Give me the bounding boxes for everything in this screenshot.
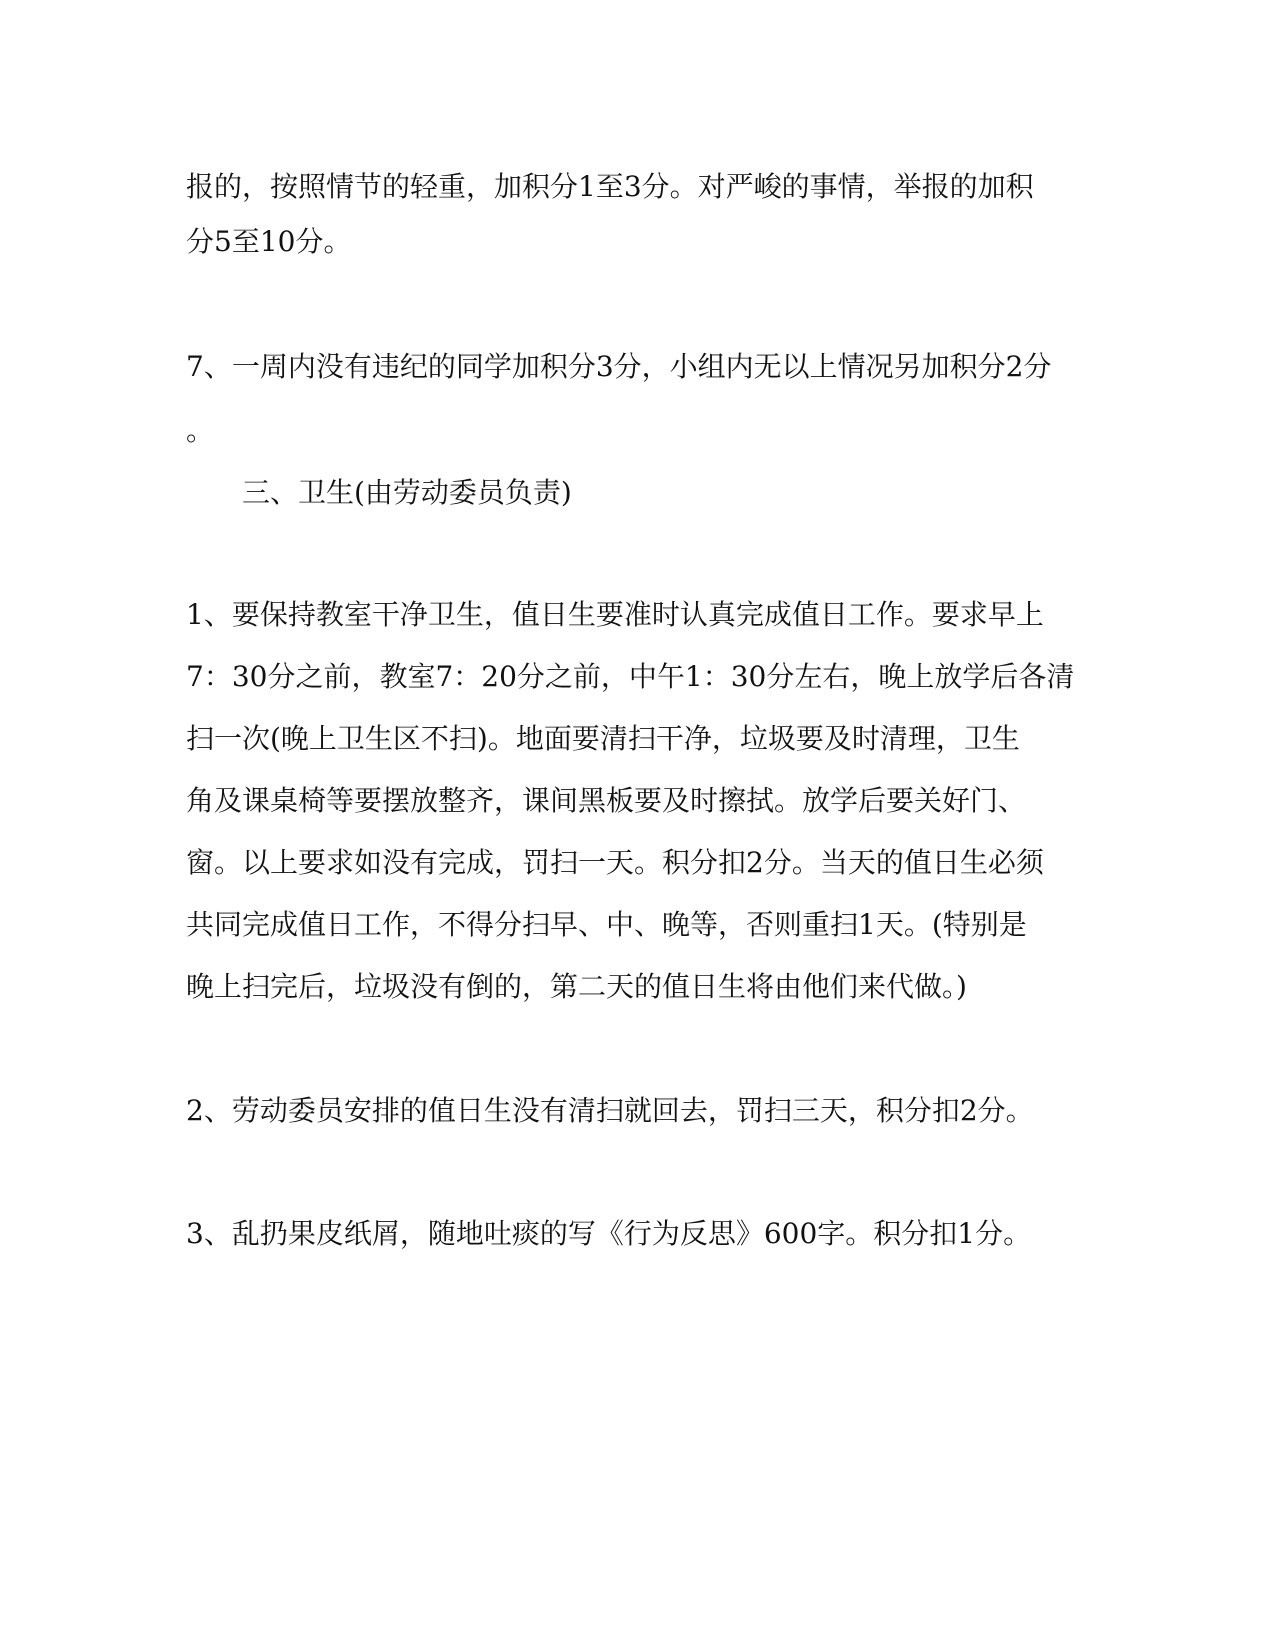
paragraph-line: 2、劳动委员安排的值日生没有清扫就回去，罚扫三天，积分扣2分。 — [186, 1094, 1034, 1127]
paragraph-line: 。 — [186, 414, 215, 447]
paragraph-line: 分5至10分。 — [186, 225, 352, 258]
paragraph-line: 7、一周内没有违纪的同学加积分3分，小组内无以上情况另加积分2分 — [186, 350, 1052, 383]
paragraph-line: 7：30分之前，教室7：20分之前，中午1：30分左右，晚上放学后各清 — [186, 660, 1075, 693]
paragraph-line: 窗。以上要求如没有完成，罚扫一天。积分扣2分。当天的值日生必须 — [186, 846, 1044, 879]
paragraph-line: 扫一次(晚上卫生区不扫)。地面要清扫干净，垃圾要及时清理，卫生 — [186, 722, 1020, 755]
paragraph-line: 角及课桌椅等要摆放整齐，课间黑板要及时擦拭。放学后要关好门、 — [186, 784, 1027, 817]
paragraph-line: 1、要保持教室干净卫生，值日生要准时认真完成值日工作。要求早上 — [186, 598, 1044, 631]
paragraph-line: 报的，按照情节的轻重，加积分1至3分。对严峻的事情，举报的加积 — [186, 170, 1034, 203]
paragraph-line: 共同完成值日工作，不得分扫早、中、晚等，否则重扫1天。(特别是 — [186, 908, 1027, 941]
paragraph-line: 3、乱扔果皮纸屑，随地吐痰的写《行为反思》600字。积分扣1分。 — [186, 1217, 1032, 1250]
paragraph-line: 晚上扫完后，垃圾没有倒的，第二天的值日生将由他们来代做。) — [186, 970, 967, 1003]
section-heading: 三、卫生(由劳动委员负责) — [242, 476, 572, 509]
